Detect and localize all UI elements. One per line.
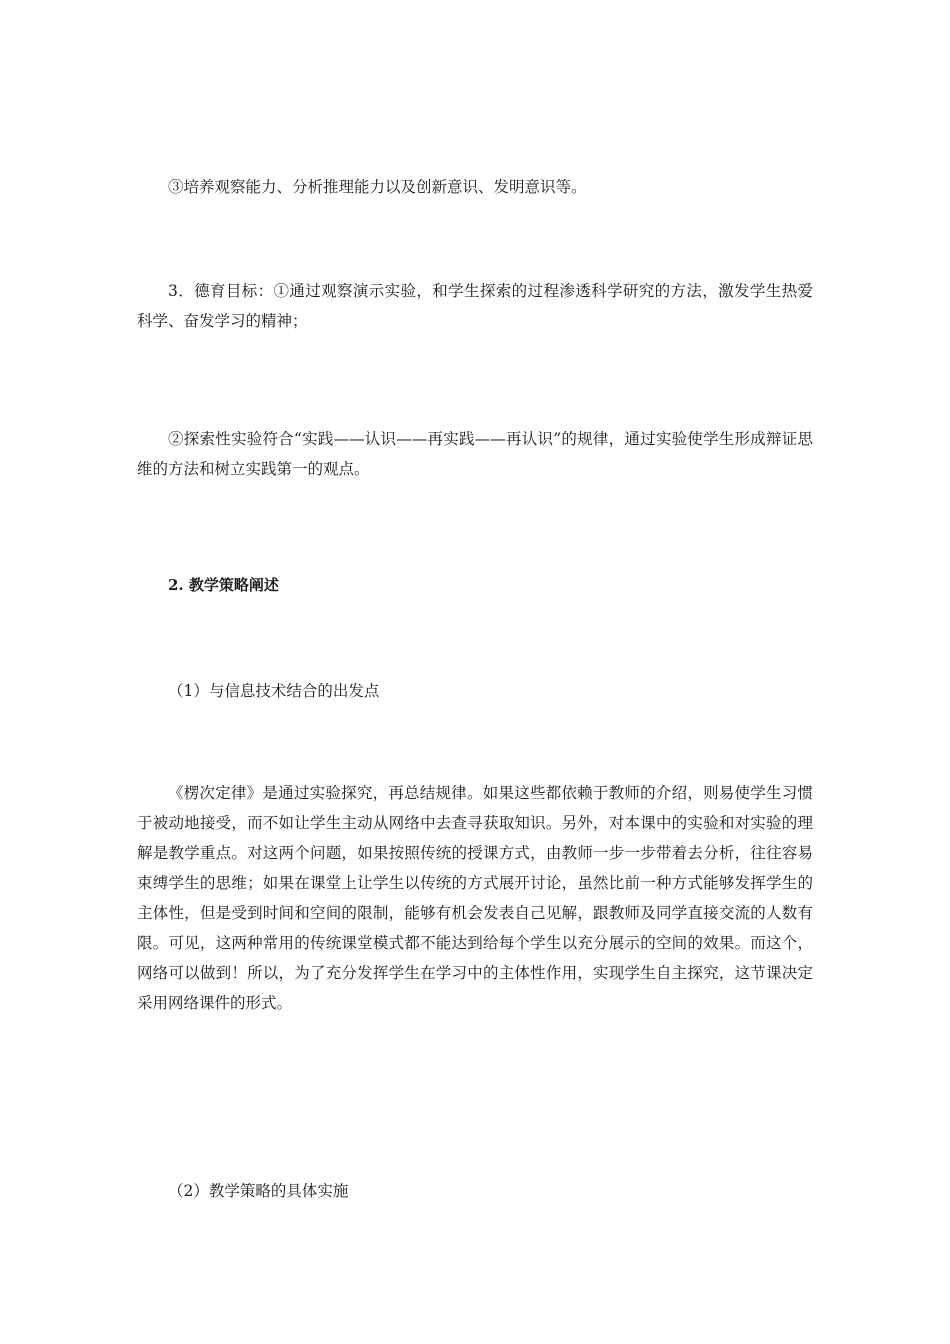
subheading-starting-point: （1）与信息技术结合的出发点 xyxy=(168,682,380,700)
paragraph-moral-goals: 3．德育目标：①通过观察演示实验，和学生探索的过程渗透科学研究的方法，激发学生热爱科学、奋发学习的精神； xyxy=(137,282,813,330)
paragraph-ability-goals: ③培养观察能力、分析推理能力以及创新意识、发明意识等。 xyxy=(168,178,587,196)
paragraph-exploratory-experiment: ②探索性实验符合“实践——认识——再实践——再认识”的规律，通过实验使学生形成辩证思维的方法和树立实践第一的观点。 xyxy=(137,430,813,478)
subheading-implementation: （2）教学策略的具体实施 xyxy=(168,1182,349,1200)
paragraph-lenz-law-rationale: 《楞次定律》是通过实验探究，再总结规律。如果这些都依赖于教师的介绍，则易使学生习惯于被动地接受，而不如让学生主动从网络中去查寻获取知识。另外，对本课中的实验和对实验的理解是教学重点。对这两个问题，如果按照传统的授课方式，由教师一步一步带着去分析，往往容易束缚学生的思维；如果在课堂上让学生以传统的方式展开讨论，虽然比前一种方式能够发挥学生的主体性，但是受到时间和空间的限制，能够有机会发表自己见解，跟教师及同学直接交流的人数有限。可见，这两种常用的传统课堂模式都不能达到给每个学生以充分展示的空间的效果。而这个，网络可以做到！所以，为了充分发挥学生在学习中的主体性作用，实现学生自主探究，这节课决定采用网络课件的形式。 xyxy=(137,784,813,1012)
section-heading-teaching-strategy: 2. 教学策略阐述 xyxy=(168,576,279,594)
